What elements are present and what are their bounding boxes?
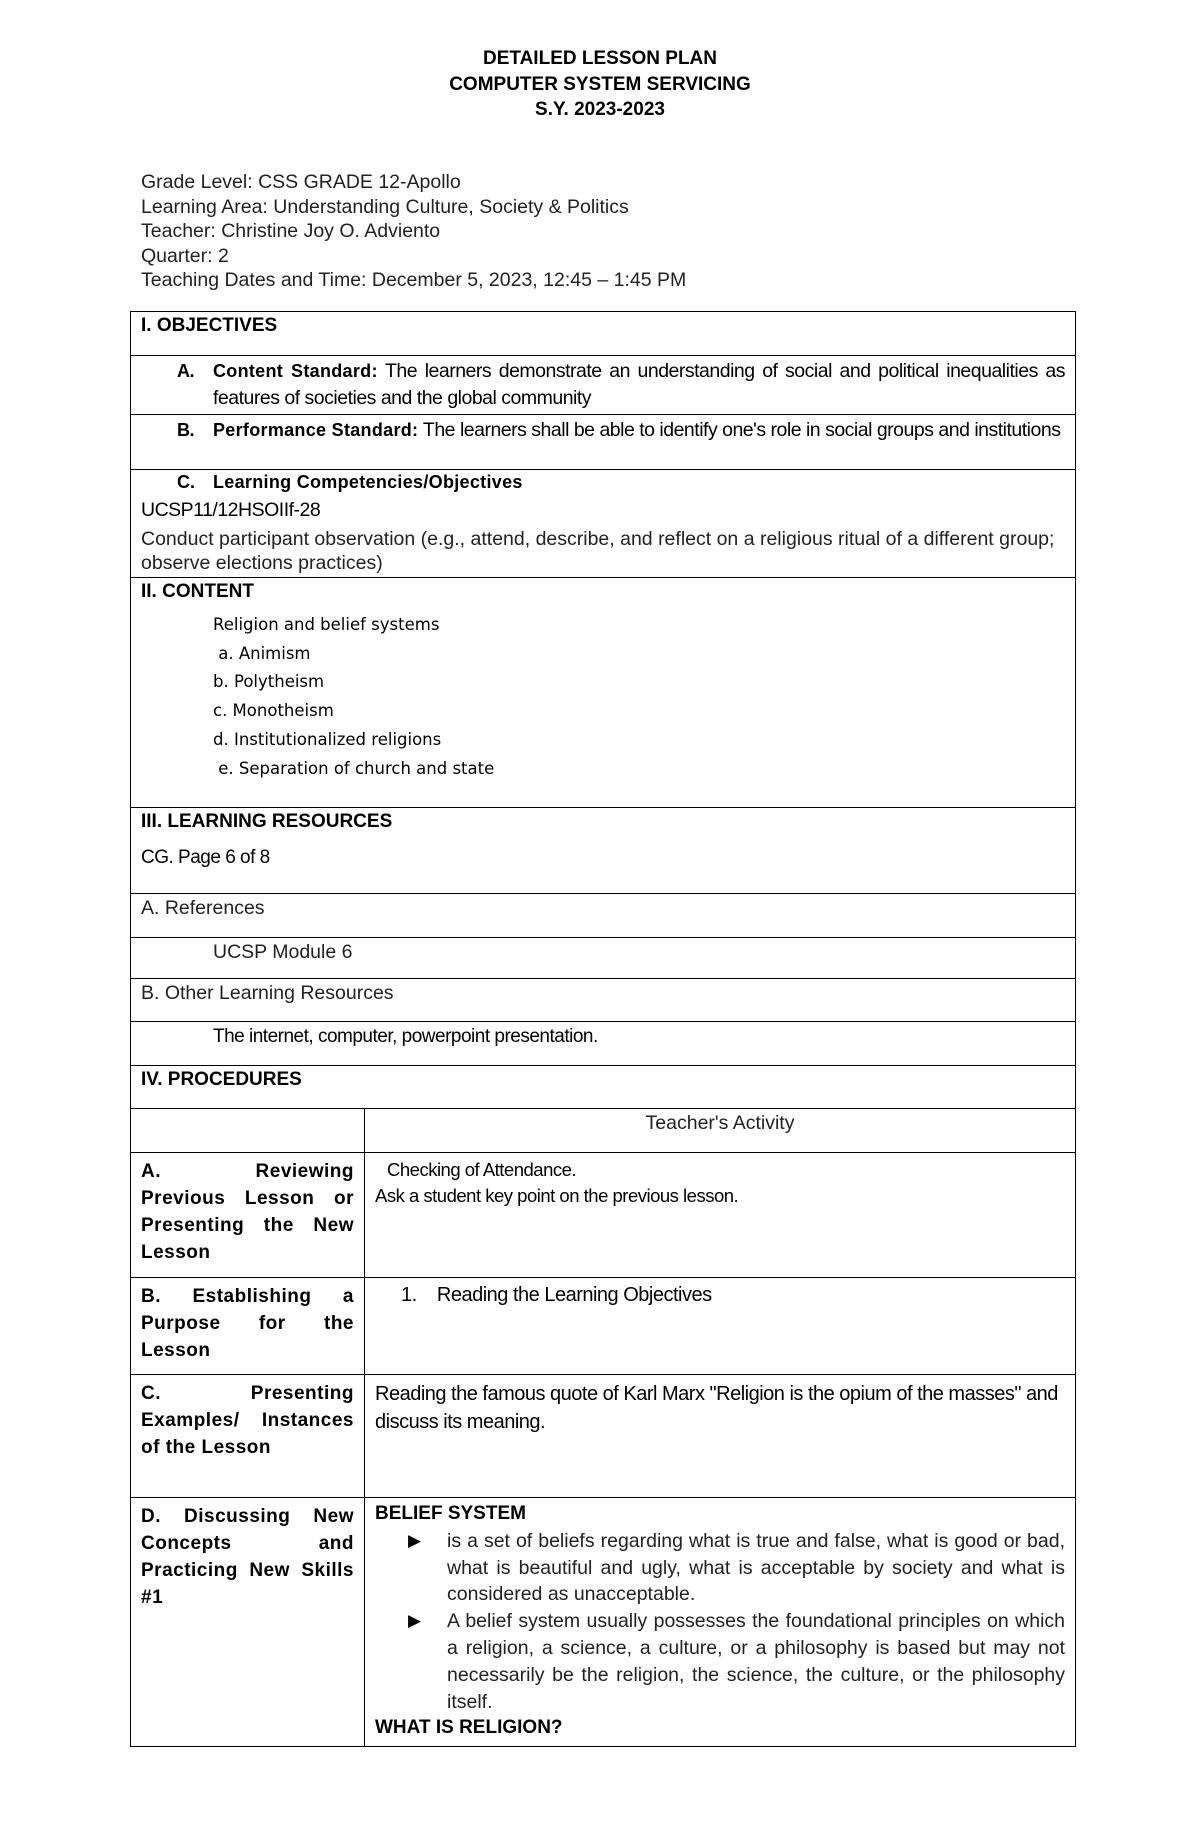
procedure-d-label: D. Discussing New Concepts and Practicing New Skills #1 xyxy=(131,1498,365,1747)
quarter: Quarter: 2 xyxy=(141,244,229,267)
procedure-a-activity xyxy=(365,1153,1076,1278)
competency-text: Conduct participant observation (e.g., attend, describe, and reflect on a religious ritual of a different group; observe elections practices) xyxy=(141,528,1055,574)
content-heading: II. CONTENT xyxy=(141,581,254,602)
teaching-dates: Teaching Dates and Time: December 5, 2023, 12:45 – 1:45 PM xyxy=(141,269,687,291)
competency-code: UCSP11/12HSOIIf-28 xyxy=(141,498,321,521)
performance-standard-label: Performance Standard: xyxy=(213,420,419,440)
bullet-text: is a set of beliefs regarding what is true and false, what is good or bad, what is beautiful and ugly, what is acceptable by society and what is considered as unacceptable. xyxy=(447,1529,1066,1606)
belief-system-title: BELIEF SYSTEM xyxy=(375,1503,526,1524)
key-point-line: Ask a student key point on the previous lesson. xyxy=(375,1185,739,1206)
teachers-activity-header: Teacher's Activity xyxy=(365,1109,1076,1153)
learning-competencies xyxy=(131,470,1076,578)
attendance-line: Checking of Attendance. xyxy=(387,1159,577,1180)
learning-area: Learning Area: Understanding Culture, Society & Politics xyxy=(141,195,629,218)
procedure-d-activity xyxy=(365,1498,1076,1747)
procedure-c-label: C. Presenting Examples/ Instances of the Lesson xyxy=(131,1375,365,1498)
other-resources-label: B. Other Learning Resources xyxy=(131,979,1076,1022)
arrow-bullet-icon: ▶ xyxy=(408,1611,422,1631)
content-standard-letter: A. xyxy=(177,361,194,381)
content-standard xyxy=(131,356,1076,415)
performance-standard xyxy=(131,415,1076,470)
content-item: e. Separation of church and state xyxy=(213,758,495,778)
cg-page: CG. Page 6 of 8 xyxy=(141,847,270,868)
references-value: UCSP Module 6 xyxy=(131,938,1076,979)
content-item: d. Institutionalized religions xyxy=(213,729,442,749)
competencies-label: Learning Competencies/Objectives xyxy=(213,472,523,492)
lesson-meta xyxy=(141,170,686,293)
procedure-b-activity: 1. Reading the Learning Objectives xyxy=(365,1278,1076,1375)
competencies-letter: C. xyxy=(177,472,195,492)
what-is-religion-title: WHAT IS RELIGION? xyxy=(375,1717,563,1739)
document-title xyxy=(0,46,1200,123)
bullet-item xyxy=(375,1528,1065,1608)
procedure-a-label: A. Reviewing Previous Lesson or Presenting the New Lesson xyxy=(131,1153,365,1278)
content-section xyxy=(131,578,1076,808)
lesson-plan-table xyxy=(130,311,1076,1747)
resources-section xyxy=(131,808,1076,894)
content-item: c. Monotheism xyxy=(213,701,334,721)
title-line-1: DETAILED LESSON PLAN xyxy=(483,48,717,69)
content-item: b. Polytheism xyxy=(213,672,325,692)
bullet-text: A belief system usually possesses the foundational principles on which a religion, a science, a culture, or a philosophy is based but may not necessarily be the religion, the science, the culture, or the philosophy itself. xyxy=(447,1610,1066,1713)
performance-standard-letter: B. xyxy=(177,420,194,440)
procedures-heading: IV. PROCEDURES xyxy=(131,1066,1076,1109)
content-item: Religion and belief systems xyxy=(213,615,440,634)
procedure-b-label: B. Establishing a Purpose for the Lesson xyxy=(131,1278,365,1375)
content-list xyxy=(141,603,1065,783)
teacher: Teacher: Christine Joy O. Adviento xyxy=(141,220,441,242)
title-line-3: S.Y. 2023-2023 xyxy=(535,99,665,120)
grade-level: Grade Level: CSS GRADE 12-Apollo xyxy=(141,171,461,193)
arrow-bullet-icon: ▶ xyxy=(408,1530,422,1550)
content-standard-text: The learners demonstrate an understanding of social and political inequalities as features of societies and the global community xyxy=(213,360,1066,409)
objectives-heading: I. OBJECTIVES xyxy=(131,312,1076,356)
title-line-2: COMPUTER SYSTEM SERVICING xyxy=(449,73,751,95)
procedures-empty-header xyxy=(131,1109,365,1153)
procedure-c-activity: Reading the famous quote of Karl Marx "Religion is the opium of the masses" and discuss its meaning. xyxy=(365,1375,1076,1498)
content-item: a. Animism xyxy=(213,643,311,663)
resources-heading: III. LEARNING RESOURCES xyxy=(141,811,393,832)
other-resources-value: The internet, computer, powerpoint presentation. xyxy=(131,1022,1076,1066)
bullet-item xyxy=(375,1608,1065,1715)
references-label: A. References xyxy=(131,894,1076,938)
performance-standard-text: The learners shall be able to identify one's role in social groups and institutions xyxy=(418,419,1061,441)
content-standard-label: Content Standard: xyxy=(213,361,378,381)
